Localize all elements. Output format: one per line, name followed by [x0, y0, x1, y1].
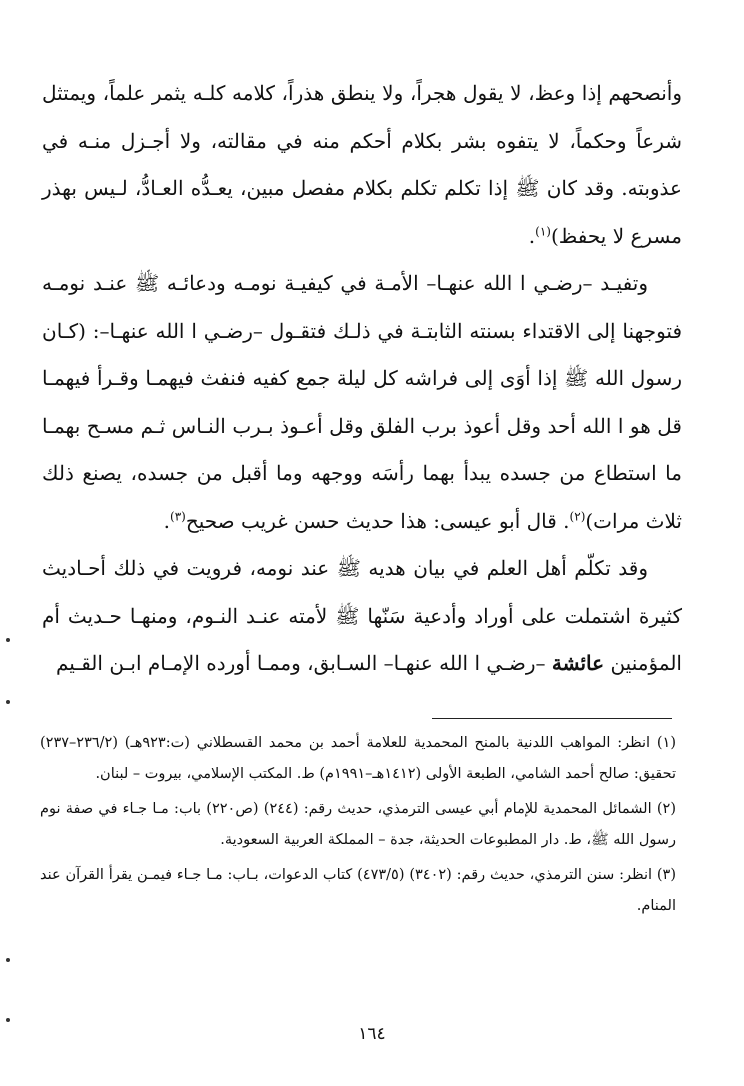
paragraph-2-end: .	[163, 508, 170, 533]
paragraph-1-end: .	[528, 223, 536, 248]
footnote-ref-2: (٢)	[569, 508, 586, 523]
footnote-3: (٣) انظر: سنن الترمذي، حديث رقم: (٣٤٠٢) (٤٧٣/٥) كتاب الدعوات، بـاب: مـا جـاء فيمـن يقرأ القرآن عند المنام.	[40, 867, 676, 914]
paragraph-2-text: وتفيـد –رضـي ا الله عنهـا– الأمـة في كيفيـة نومـه ودعائـه ﷺ عنـد نومـه فتوجهنا إلى الاقتداء بسنته الثابتـة في ذلـك فتقـول –رضـي ا الله عنهـا–: (كـان رسول الله ﷺ إذا أوَى إلى فراشه كل ليلة جمع كفيه فنفث فيهمـا وقـرأ فيهمـا قل هو ا الله أحد وقل أعوذ برب الفلق وقل أعـوذ بـرب النـاس ثـم مسـح بهمـا ما استطاع من جسده يبدأ بهما رأسَه ووجهه وما أقبل من جسده، يصنع ذلك ثلاث مرات)	[42, 271, 682, 533]
main-text	[42, 70, 682, 688]
margin-dot	[6, 700, 10, 704]
paragraph-3-start: وقد تكلّم أهل العلم في بيان هديه ﷺ عند نومه، فرويت في ذلك أحـاديث كثيرة اشتملت على أوراد وأدعية سَنّها ﷺ لأمته عنـد النـوم، ومنهـا حـديث أم المؤمنين	[42, 556, 682, 675]
paragraph-2-mid: . قال أبو عيسى: هذا حديث حسن غريب صحيح	[185, 508, 570, 533]
paragraph-3-end: –رضـي ا الله عنهـا– السـابق، وممـا أورده الإمـام ابـن القـيم	[55, 651, 546, 675]
footnotes	[40, 728, 676, 926]
name-aisha: عائشة	[551, 651, 605, 675]
paragraph-2	[42, 260, 682, 545]
footnote-separator	[432, 718, 672, 719]
paragraph-3	[42, 545, 682, 688]
footnote-2: (٢) الشمائل المحمدية للإمام أبي عيسى الترمذي، حديث رقم: (٢٤٤) (ص٢٢٠) باب: مـا جـاء في صفة نوم رسول الله ﷺ، ط. دار المطبوعات الحديثة، جدة – المملكة العربية السعودية.	[40, 801, 676, 848]
margin-dot	[6, 1018, 10, 1022]
footnote-ref-1: (١)	[535, 223, 551, 238]
page-number: ١٦٤	[358, 1024, 386, 1044]
margin-dot	[6, 958, 10, 962]
paragraph-1-text: وأنصحهم إذا وعظ، لا يقول هجراً، ولا ينطق هذراً، كلامه كلـه يثمر علماً، ويمتثل شرعاً وحكماً، لا يتفوه بشر بكلام أحكم منه في مقالته، ولا أجـزل منـه في عذوبته. وقد كان ﷺ إذا تكلم تكلم بكلام مفصل مبين، يعـدُّه العـادُّ، لـيس بهذر مسرع لا يحفظ)	[42, 81, 682, 248]
paragraph-1	[42, 70, 682, 260]
margin-dot	[6, 638, 10, 642]
footnote-ref-3: (٣)	[170, 508, 186, 523]
footnote-1: (١) انظر: المواهب اللدنية بالمنح المحمدية للعلامة أحمد بن محمد القسطلاني (ت:٩٢٣هـ) (٢٣٦/٢–٢٣٧) تحقيق: صالح أحمد الشامي، الطبعة الأولى (١٤١٢هـ–١٩٩١م) ط. المكتب الإسلامي، بيروت – لبنان.	[40, 735, 676, 782]
